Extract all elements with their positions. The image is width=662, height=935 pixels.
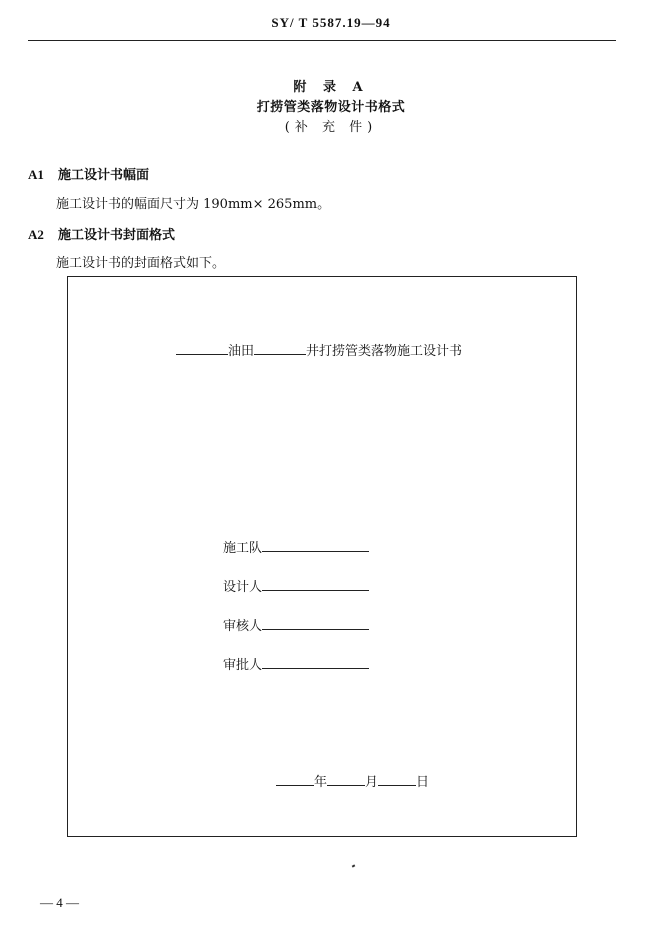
signature-blank-approver xyxy=(262,655,369,669)
well-name-blank xyxy=(254,341,306,355)
date-day-blank xyxy=(378,772,416,786)
signature-label-reviewer: 审核人 xyxy=(223,619,263,634)
appendix-subtitle: (补 充 件) xyxy=(284,120,378,135)
signature-blank-reviewer xyxy=(262,616,369,630)
date-month-blank xyxy=(327,772,365,786)
date-year-label: 年 xyxy=(314,775,328,790)
signature-blank-designer xyxy=(262,577,369,591)
cover-title-oilfield: 油田 xyxy=(228,344,255,359)
header-rule xyxy=(28,40,616,41)
signature-row-team xyxy=(223,538,369,558)
section-a1-number: A1 xyxy=(28,167,44,182)
date-day-label: 日 xyxy=(416,775,430,790)
date-year-blank xyxy=(276,772,314,786)
oilfield-name-blank xyxy=(176,341,228,355)
cover-title-suffix: 井打捞管类落物施工设计书 xyxy=(306,344,463,359)
scan-speck xyxy=(352,864,356,867)
section-a2-body: 施工设计书的封面格式如下。 xyxy=(56,256,226,271)
appendix-heading-block xyxy=(0,78,662,138)
signature-blank-team xyxy=(262,538,369,552)
section-a1-body: 施工设计书的幅面尺寸为 190mm× 265mm。 xyxy=(56,197,331,212)
appendix-title: 打捞管类落物设计书格式 xyxy=(256,100,406,115)
signature-label-team: 施工队 xyxy=(223,541,263,556)
cover-title xyxy=(176,341,462,361)
section-a2-title: 施工设计书封面格式 xyxy=(58,228,176,243)
page-number: — 4 — xyxy=(40,895,79,910)
standard-code: SY/ T 5587.19—94 xyxy=(271,15,391,30)
section-a1-title: 施工设计书幅面 xyxy=(58,168,150,183)
cover-template-frame xyxy=(67,276,577,837)
section-a2-heading xyxy=(28,226,175,245)
signature-label-approver: 审批人 xyxy=(223,658,263,673)
signature-row-approver xyxy=(223,655,369,675)
signature-row-designer xyxy=(223,577,369,597)
signature-row-reviewer xyxy=(223,616,369,636)
signature-label-designer: 设计人 xyxy=(223,580,263,595)
date-month-label: 月 xyxy=(365,775,379,790)
appendix-label: 附 录 A xyxy=(293,80,369,95)
section-a1-heading xyxy=(28,166,149,185)
section-a2-number: A2 xyxy=(28,227,44,242)
date-row xyxy=(276,772,429,792)
